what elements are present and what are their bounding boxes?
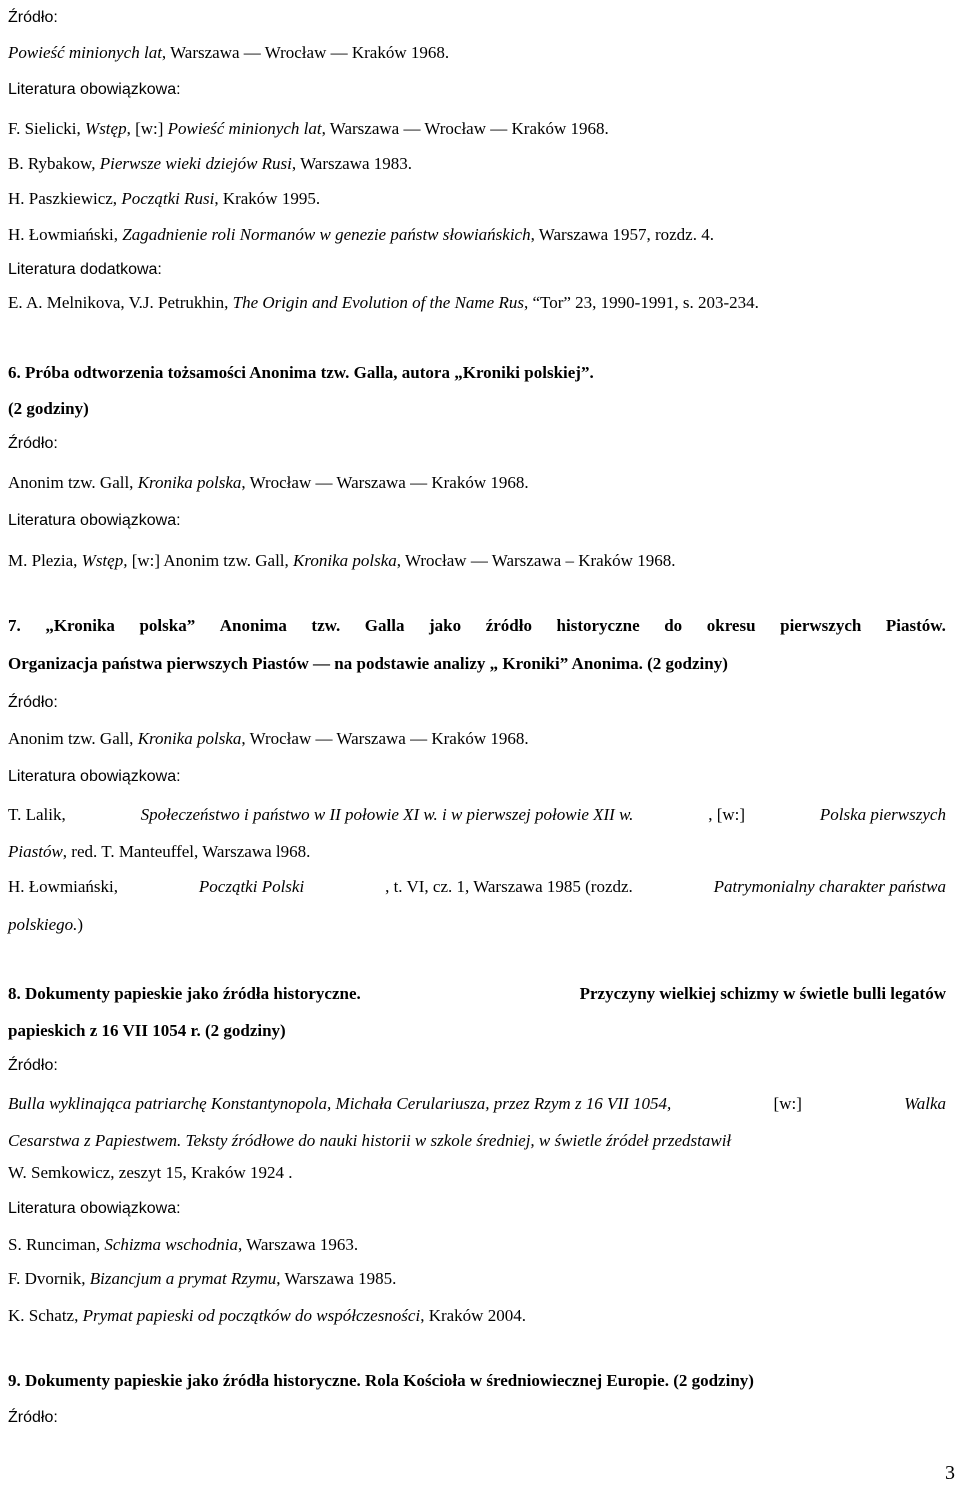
text-segment: Kronika polska [137, 729, 242, 748]
text-segment: Patrymonialny charakter państwa [713, 877, 946, 896]
text-line [8, 767, 181, 787]
text-line [8, 1235, 358, 1255]
text-segment: „Kronika [45, 616, 115, 635]
text-segment: , [w:] [708, 805, 746, 824]
text-line [8, 1131, 731, 1151]
text-line [8, 1408, 58, 1428]
text-line [8, 80, 181, 100]
text-segment: Galla [364, 616, 405, 635]
text-segment: Początki Polski [198, 877, 305, 896]
text-segment: , Warszawa 1983. [291, 154, 413, 173]
text-segment: , Kraków 1995. [214, 189, 321, 208]
text-segment: Piastów. [885, 616, 946, 635]
text-segment: M. Plezia, [8, 551, 82, 570]
text-segment: historyczne [556, 616, 640, 635]
text-segment: , Wrocław — Warszawa — Kraków 1968. [241, 473, 529, 492]
text-segment: Początki Rusi [121, 189, 215, 208]
text-segment: Organizacja państwa pierwszych Piastów — na podstawie analizy „ Kroniki” Anonima. (2 godziny) [8, 654, 728, 673]
text-segment: Cesarstwa z Papiestwem. Teksty źródłowe do nauki historii w szkole średniej, w świetle źródeł przedstawił [8, 1131, 732, 1150]
text-segment: ) [77, 915, 84, 934]
text-line [8, 8, 58, 28]
text-segment: Literatura obowiązkowa: [8, 512, 181, 529]
text-segment: Prymat papieski od początków do współczesności [82, 1306, 421, 1325]
text-segment: , Wrocław — Warszawa – Kraków 1968. [396, 551, 676, 570]
text-segment: polskiego. [8, 915, 78, 934]
text-segment: The Origin and Evolution of the Name Rus [232, 293, 524, 312]
text-segment: Wstęp, [81, 551, 128, 570]
text-segment: polska” [139, 616, 196, 635]
text-segment: Pierwsze wieki dziejów Rusi [99, 154, 292, 173]
text-segment: T. Lalik, [8, 805, 66, 824]
text-segment: Bulla wyklinająca patriarchę Konstantynopola, Michała Cerulariusza, przez Rzym z 16 VII 1054, [8, 1094, 672, 1113]
text-line [8, 119, 609, 139]
text-segment: Społeczeństwo i państwo w II połowie XI w. i w pierwszej połowie XII w. [140, 805, 634, 824]
text-line [8, 1021, 286, 1041]
text-line [8, 805, 946, 825]
text-segment: Źródło: [8, 435, 58, 452]
text-segment: W. Semkowicz, zeszyt 15, Kraków 1924 . [8, 1163, 293, 1182]
text-line [8, 1056, 58, 1076]
text-segment: Przyczyny wielkiej schizmy w świetle bulli legatów [579, 984, 946, 1003]
text-line [8, 473, 529, 493]
text-segment: Literatura obowiązkowa: [8, 81, 181, 98]
text-line [8, 616, 946, 636]
text-segment: źródło [485, 616, 532, 635]
text-segment: , t. VI, cz. 1, Warszawa 1985 (rozdz. [385, 877, 633, 896]
text-segment: tzw. [311, 616, 341, 635]
text-segment: , “Tor” 23, 1990-1991, s. 203-234. [523, 293, 759, 312]
text-line [8, 984, 946, 1004]
text-line [8, 551, 675, 571]
text-segment: Literatura dodatkowa: [8, 261, 162, 278]
text-segment: Powieść minionych lat [8, 43, 162, 62]
text-line [8, 43, 449, 63]
text-segment: Literatura obowiązkowa: [8, 768, 181, 785]
text-segment: Źródło: [8, 1057, 58, 1074]
text-segment: , Warszawa — Wrocław — Kraków 1968. [161, 43, 450, 62]
text-segment: Kronika polska [137, 473, 242, 492]
text-segment: jako [429, 616, 462, 635]
text-segment: do [664, 616, 683, 635]
text-segment: (2 godziny) [204, 1021, 286, 1040]
text-segment: , Warszawa 1985. [276, 1269, 397, 1288]
text-segment: Anonima [219, 616, 287, 635]
text-segment: Bizancjum a prymat Rzymu [89, 1269, 277, 1288]
text-line [8, 434, 58, 454]
text-segment: K. Schatz, [8, 1306, 83, 1325]
text-segment: , [w:] [126, 119, 168, 138]
text-line [8, 693, 58, 713]
text-segment: [w:] [773, 1094, 802, 1113]
text-line [8, 1269, 396, 1289]
text-line [8, 1306, 526, 1326]
text-segment: S. Runciman, [8, 1235, 105, 1254]
text-segment: okresu [706, 616, 756, 635]
text-line [8, 363, 594, 383]
text-line [8, 842, 310, 862]
text-segment: Wstęp [85, 119, 127, 138]
text-line [8, 1199, 181, 1219]
text-line [8, 1371, 754, 1391]
text-segment: 9. Dokumenty papieskie jako źródła historyczne. Rola Kościoła w średniowiecznej Europie. (2 godziny) [8, 1371, 754, 1390]
text-segment: [w:] Anonim tzw. Gall, [127, 551, 294, 570]
text-line [8, 877, 946, 897]
text-segment: Piastów [8, 842, 63, 861]
text-line [8, 654, 728, 674]
text-line [8, 293, 759, 313]
text-line [8, 154, 412, 174]
text-segment: Źródło: [8, 694, 58, 711]
page-number: 3 [945, 1462, 955, 1484]
text-segment: F. Dvornik, [8, 1269, 90, 1288]
text-segment: Anonim tzw. Gall, [8, 729, 138, 748]
text-line [8, 225, 714, 245]
text-segment: E. A. Melnikova, V.J. Petrukhin, [8, 293, 233, 312]
text-segment: pierwszych [780, 616, 862, 635]
text-line [8, 915, 83, 935]
text-segment: H. Łowmiański, [8, 225, 123, 244]
text-line [8, 189, 320, 209]
text-segment: Źródło: [8, 9, 58, 26]
text-segment: 8. Dokumenty papieskie jako źródła historyczne. [8, 984, 361, 1003]
text-line [8, 729, 529, 749]
text-segment: 6. Próba odtworzenia tożsamości Anonima tzw. Galla, autora „Kroniki polskiej”. [8, 363, 594, 382]
text-line [8, 399, 89, 419]
text-line [8, 1094, 946, 1114]
text-line [8, 1163, 293, 1183]
text-segment: , Warszawa — Wrocław — Kraków 1968. [321, 119, 609, 138]
text-segment: , Kraków 2004. [420, 1306, 526, 1325]
text-segment: 7. [8, 616, 21, 635]
text-segment: (2 godziny) [8, 399, 89, 418]
text-segment: Walka [904, 1094, 946, 1113]
text-segment: F. Sielicki, [8, 119, 86, 138]
text-segment: Powieść minionych lat [167, 119, 322, 138]
text-line [8, 511, 181, 531]
text-segment: H. Łowmiański, [8, 877, 119, 896]
text-segment: , Warszawa 1957, rozdz. 4. [530, 225, 714, 244]
text-line [8, 260, 162, 280]
text-segment: B. Rybakow, [8, 154, 100, 173]
text-segment: Źródło: [8, 1409, 58, 1426]
text-segment: H. Paszkiewicz, [8, 189, 122, 208]
text-segment: , Wrocław — Warszawa — Kraków 1968. [241, 729, 529, 748]
text-segment: Zagadnienie roli Normanów w genezie państw słowiańskich [122, 225, 531, 244]
text-segment: , Warszawa 1963. [237, 1235, 359, 1254]
text-segment: Literatura obowiązkowa: [8, 1200, 181, 1217]
text-segment: , red. T. Manteuffel, Warszawa l968. [62, 842, 311, 861]
text-segment: Polska pierwszych [819, 805, 946, 824]
text-segment: Anonim tzw. Gall, [8, 473, 138, 492]
text-segment: papieskich z 16 VII 1054 r. [8, 1021, 205, 1040]
text-segment: Schizma wschodnia [104, 1235, 238, 1254]
text-segment: Kronika polska [293, 551, 397, 570]
